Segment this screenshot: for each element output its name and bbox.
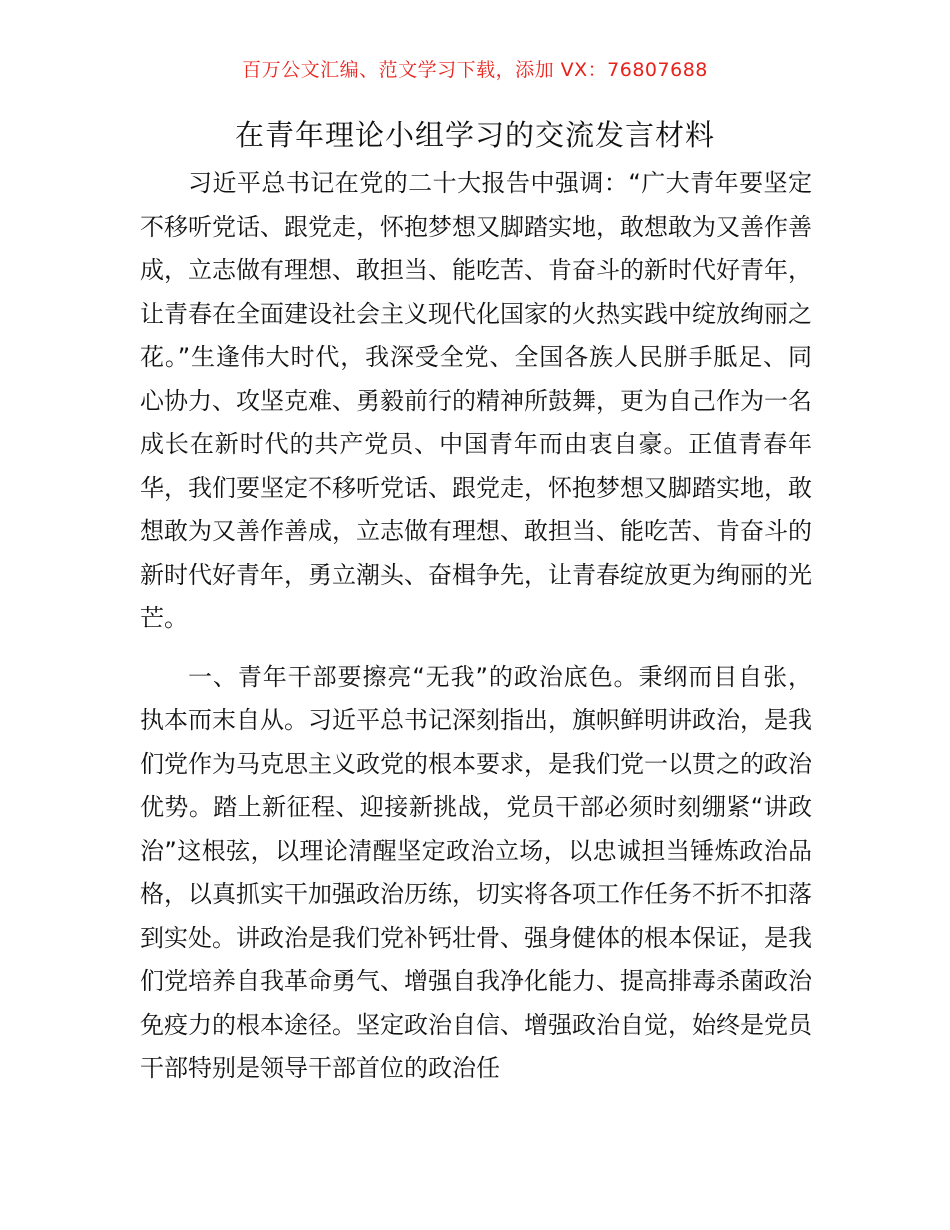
document-body [140,162,812,1091]
header-promo-note: 百万公文汇编、范文学习下载，添加 VX：76807688 [242,59,708,81]
body-paragraph-intro: 习近平总书记在党的二十大报告中强调：“广大青年要坚定不移听党话、跟党走，怀抱梦想又脚踏实地，敢想敢为又善作善成，立志做有理想、敢担当、能吃苦、肯奋斗的新时代好青年，让青春在全面建设社会主义现代化国家的火热实践中绽放绚丽之花。”生逢伟大时代，我深受全党、全国各族人民胼手胝足、同心协力、攻坚克难、勇毅前行的精神所鼓舞，更为自己作为一名成长在新时代的共产党员、中国青年而由衷自豪。正值青春年华，我们要坚定不移听党话、跟党走，怀抱梦想又脚踏实地，敢想敢为又善作善成，立志做有理想、敢担当、能吃苦、肯奋斗的新时代好青年，勇立潮头、奋楫争先，让青春绽放更为绚丽的光芒。 [140,169,812,632]
document-title: 在青年理论小组学习的交流发言材料 [234,118,715,152]
body-paragraph-section-one: 一、青年干部要擦亮“无我”的政治底色。秉纲而目自张，执本而末自从。习近平总书记深刻指出，旗帜鲜明讲政治，是我们党作为马克思主义政党的根本要求，是我们党一以贯之的政治优势。踏上新征程、迎接新挑战，党员干部必须时刻绷紧“讲政治”这根弦，以理论清醒坚定政治立场，以忠诚担当锤炼政治品格，以真抓实干加强政治历练，切实将各项工作任务不折不扣落到实处。讲政治是我们党补钙壮骨、强身健体的根本保证，是我们党培养自我革命勇气、增强自我净化能力、提高排毒杀菌政治免疫力的根本途径。坚定政治自信、增强政治自觉，始终是党员干部特别是领导干部首位的政治任 [140,662,812,1082]
